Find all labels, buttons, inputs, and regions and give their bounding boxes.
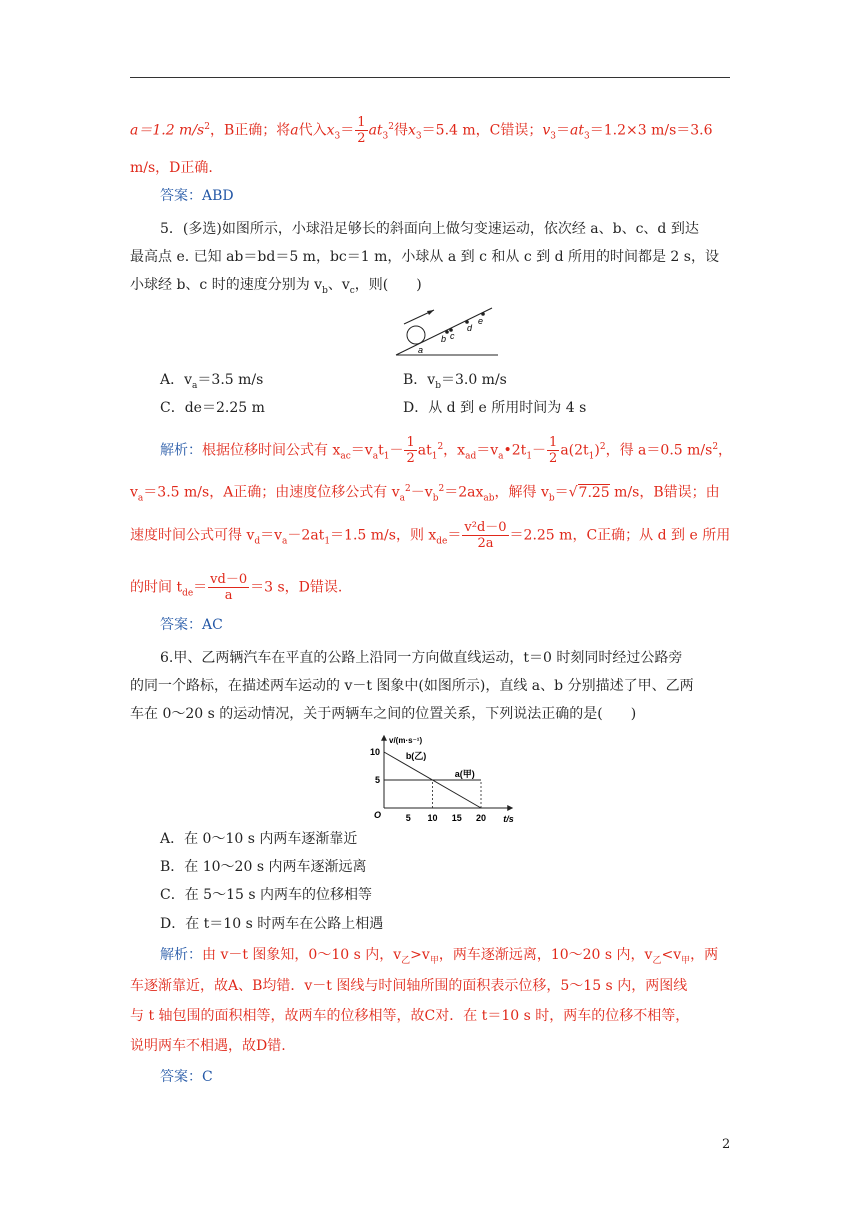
- x-tick-label: 15: [451, 813, 462, 823]
- arrow-head-icon: [427, 310, 434, 315]
- q6-stem-line-1: 6.甲、乙两辆汽车在平直的公路上沿同一方向做直线运动，t＝0 时刻同时经过公路旁: [160, 650, 683, 666]
- answer-label: 答案：: [160, 188, 202, 204]
- label-c: c: [450, 331, 455, 341]
- x-axis-label: t/s: [503, 814, 514, 824]
- incline-figure: [390, 302, 505, 360]
- y-axis-arrow-icon: [381, 735, 387, 741]
- prev-analysis-line-1: a＝1.2 $m/s^2$，B正确；将a代入$x_3=$ $\frac{1}{2}$ $at_3^2$得$x_3=5.4$ m，C错误；$v_3=at_3=1.2\times 3$ m/s＝3.6: [130, 115, 713, 146]
- y-tick-label: 10: [369, 747, 380, 757]
- q6-option-b: B．在 10～20 s 内两车逐渐远离: [160, 859, 367, 875]
- x-tick-label: 10: [427, 813, 438, 823]
- q6-option-d: D．在 t＝10 s 时两车在公路上相遇: [160, 916, 384, 932]
- y-axis-label: v/(m·s⁻¹): [389, 735, 423, 745]
- q6-analysis-line-1: 解析：由 v－t 图象知，0～10 s 内，$v_乙>v_甲$，两车逐渐远离，10～20 s 内，$v_乙<v_甲$，两: [160, 947, 719, 966]
- label-e: e: [478, 316, 484, 326]
- answer-value: ABD: [202, 188, 234, 204]
- origin-label: O: [374, 810, 382, 820]
- label-d: d: [467, 323, 473, 333]
- q6-stem-line-2: 的同一个路标，在描述两车运动的 v－t 图象中(如图所示)，直线 a、b 分别描述了甲、乙两: [130, 678, 694, 694]
- series-label-a: a(甲): [454, 769, 475, 779]
- y-tick-label: 5: [374, 775, 380, 785]
- q6-answer: [160, 1067, 213, 1087]
- prev-analysis-line-2: m/s，D正确.: [130, 160, 213, 176]
- q6-option-a: A．在 0～10 s 内两车逐渐靠近: [160, 831, 358, 847]
- q6-option-c: C．在 5～15 s 内两车的位移相等: [160, 887, 372, 903]
- q5-option-a: A．$v_a=3.5$ m/s: [160, 372, 264, 391]
- prev-answer: [160, 186, 234, 206]
- q6-stem-line-3: 车在 0～20 s 的运动情况，关于两辆车之间的位置关系，下列说法正确的是( ): [130, 706, 637, 722]
- q6-analysis-line-4: 说明两车不相遇，故D错.: [130, 1038, 286, 1054]
- q6-analysis-line-2: 车逐渐靠近，故A、B均错．v－t 图线与时间轴所围的面积表示位移，5～15 s 内，两图线: [130, 978, 688, 994]
- q5-stem-line-3: 小球经 b、c 时的速度分别为 $v_b$、$v_c$，则( ): [130, 277, 422, 296]
- header-rule: [130, 77, 730, 78]
- x-tick-label: 5: [405, 813, 411, 823]
- label-b: b: [441, 334, 447, 344]
- label-a: a: [418, 345, 424, 355]
- page-number: 2: [722, 1137, 731, 1152]
- q5-stem-line-2: 最高点 e. 已知 ab＝bd＝5 m，bc＝1 m，小球从 a 到 c 和从 c 到 d 所用的时间都是 2 s，设: [130, 249, 719, 265]
- q5-stem-line-1: 5．(多选)如图所示，小球沿足够长的斜面向上做匀变速运动，依次经 a、b、c、d 到达: [160, 221, 699, 237]
- q5-analysis-line-4: 的时间 $t_{de}=$ $\frac{vd-0}{a}$ ＝3 s，D错误.: [130, 572, 343, 603]
- answer-label: 答案：: [160, 1069, 202, 1085]
- ball: [407, 326, 425, 344]
- answer-value: C: [202, 1069, 213, 1085]
- q5-analysis-line-2: $v_a=3.5$ m/s，A正确；由速度位移公式有 $v_a^2-v_b^2=2ax_{ab}$，解得 $v_b=√7.25$ m/s，B错误；由: [130, 484, 720, 504]
- answer-label: 答案：: [160, 617, 202, 633]
- vt-chart: [360, 728, 520, 824]
- x-tick-label: 20: [475, 813, 487, 823]
- x-axis-arrow-icon: [507, 805, 513, 811]
- q5-option-b: B．$v_b=3.0$ m/s: [403, 372, 507, 391]
- q5-analysis-line-1: 解析：根据位移时间公式有 $x_{ac}=v_at_1-$ $\frac{1}{2}$ $at_1^2$，$x_{ad}=v_a•2t_1-$ $\frac{1}{2}$ $a(2t_1)^2$，得 a＝0.5 $m/s^2$，: [160, 435, 733, 466]
- q5-answer: [160, 615, 223, 635]
- series-label-b: b(乙): [405, 751, 427, 762]
- q5-analysis-line-3: 速度时间公式可得 $v_d=v_a-2at_1=1.5$ m/s，则 $x_{de}=$ $\frac{\text{v²d－0}}{2a}$ ＝2.25 m，C正确；从 d 到 e 所用: [130, 520, 731, 551]
- q6-analysis-line-3: 与 t 轴包围的面积相等，故两车的位移相等，故C对．在 t＝10 s 时，两车的位移不相等，: [130, 1008, 690, 1024]
- q5-option-c: C．de＝2.25 m: [160, 400, 265, 416]
- q5-option-d: D．从 d 到 e 所用时间为 4 s: [403, 400, 587, 416]
- answer-value: AC: [202, 617, 223, 633]
